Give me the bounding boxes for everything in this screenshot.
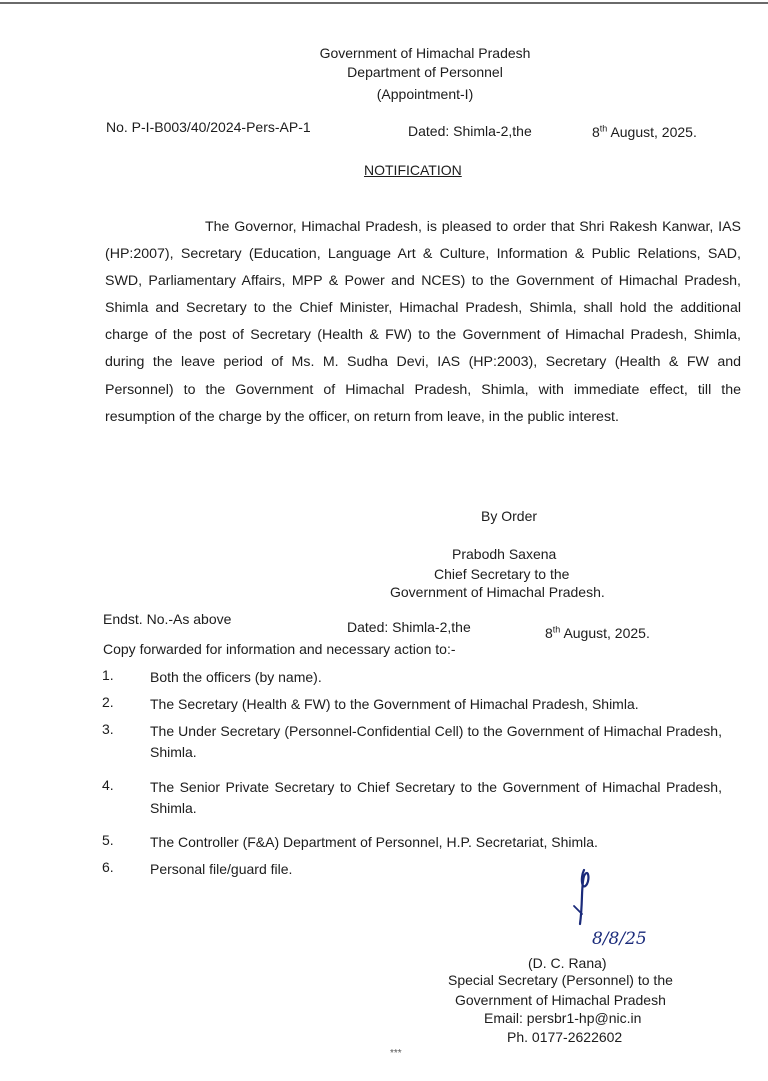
list-item-number: 6. bbox=[102, 859, 114, 875]
list-item-number: 1. bbox=[102, 667, 114, 683]
list-item: The Under Secretary (Personnel-Confidential Cell) to the Government of Himachal Pradesh, Shimla. bbox=[150, 723, 722, 760]
by-order: By Order bbox=[481, 508, 538, 524]
signature-date: 8/8/25 bbox=[592, 929, 647, 949]
footer-mark: *** bbox=[390, 1048, 402, 1059]
signatory-designation1: Special Secretary (Personnel) to the bbox=[448, 972, 673, 988]
list-item: The Secretary (Health & FW) to the Government of Himachal Pradesh, Shimla. bbox=[150, 696, 639, 712]
list-item-number: 5. bbox=[102, 832, 114, 848]
list-item: Personal file/guard file. bbox=[150, 861, 293, 877]
top-border-line bbox=[0, 2, 768, 4]
order-signatory-designation1: Chief Secretary to the bbox=[434, 566, 570, 582]
list-item-number: 4. bbox=[102, 777, 114, 793]
reference-dated-label: Dated: Shimla-2,the bbox=[408, 123, 532, 139]
list-item: The Senior Private Secretary to Chief Secretary to the Government of Himachal Pradesh, Shimla. bbox=[150, 779, 722, 816]
signatory-phone: Ph. 0177-2622602 bbox=[507, 1029, 623, 1045]
order-signatory-designation2: Government of Himachal Pradesh. bbox=[390, 584, 605, 600]
header-government: Government of Himachal Pradesh bbox=[319, 45, 531, 61]
order-signatory-name: Prabodh Saxena bbox=[452, 546, 557, 562]
list-item: The Controller (F&A) Department of Personnel, H.P. Secretariat, Shimla. bbox=[150, 834, 598, 850]
endorsement-number: Endst. No.-As above bbox=[103, 611, 232, 627]
list-item: Both the officers (by name). bbox=[150, 669, 322, 685]
notification-title: NOTIFICATION bbox=[364, 162, 462, 178]
copy-forwarded-line: Copy forwarded for information and necessary action to:- bbox=[103, 641, 456, 657]
signatory-name: (D. C. Rana) bbox=[528, 955, 607, 971]
endorsement-dated-label: Dated: Shimla-2,the bbox=[347, 619, 471, 635]
notification-body bbox=[105, 214, 741, 431]
endorsement-date: 8th August, 2025. bbox=[545, 624, 650, 641]
signatory-email: Email: persbr1-hp@nic.in bbox=[484, 1010, 642, 1026]
reference-date: 8th August, 2025. bbox=[592, 123, 697, 140]
signatory-designation2: Government of Himachal Pradesh bbox=[455, 992, 666, 1008]
handwritten-signature bbox=[560, 862, 670, 952]
header-department: Department of Personnel bbox=[347, 64, 503, 80]
list-item-number: 3. bbox=[102, 721, 114, 737]
header-section: (Appointment-I) bbox=[376, 86, 474, 102]
reference-number: No. P-I-B003/40/2024-Pers-AP-1 bbox=[106, 119, 311, 135]
list-item-number: 2. bbox=[102, 694, 114, 710]
body-text: The Governor, Himachal Pradesh, is pleased to order that Shri Rakesh Kanwar, IAS (HP:2007), Secretary (Education, Language Art & Culture, Information & Public Relations, SAD, SWD, Parliamentary Affairs, MPP & Power and NCES) to the Government of Himachal Pradesh, Shimla and Secretary to the Chief Minister, Himachal Pradesh, Shimla, shall hold the additional charge of the post of Secretary (Health & FW) to the Government of Himachal Pradesh, Shimla, during the leave period of Ms. M. Sudha Devi, IAS (HP:2003), Secretary (Health & FW and Personnel) to the Government of Himachal Pradesh, Shimla, with immediate effect, till the resumption of the charge by the officer, on return from leave, in the public interest. bbox=[105, 219, 741, 425]
